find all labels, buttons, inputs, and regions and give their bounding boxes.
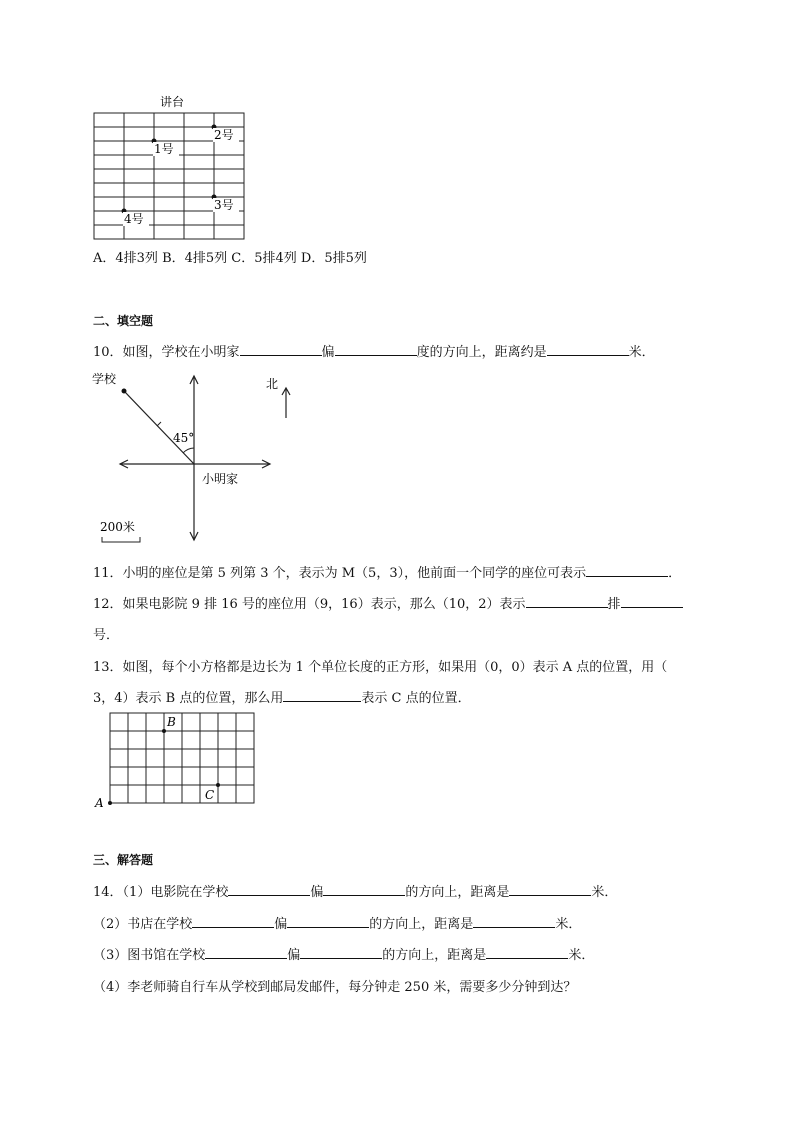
q12-text-b: 排 — [607, 597, 621, 612]
angle-arc — [183, 448, 194, 453]
q10-text-b: 偏 — [321, 345, 335, 360]
point-a — [108, 801, 112, 805]
q13-line1: 13．如图，每个小方格都是边长为 1 个单位长度的正方形，如果用（0，0）表示 A 点的位置，用（ — [93, 660, 668, 675]
q12-text-a: 12．如果电影院 9 排 16 号的座位用（9，16）表示，那么（10，2）表示 — [93, 597, 526, 612]
q14-p2-c: 的方向上，距离是 — [369, 917, 474, 932]
q10-text — [93, 341, 655, 360]
q11-blank[interactable] — [586, 564, 668, 577]
q10-blank-2[interactable] — [335, 343, 417, 356]
home-label: 小明家 — [202, 472, 239, 486]
q14-p1-b: 偏 — [310, 885, 324, 900]
scale-label: 200米 — [100, 520, 135, 534]
q14-p1-blank-1[interactable] — [228, 883, 310, 896]
school-label: 学校 — [92, 372, 117, 386]
q10-blank-3[interactable] — [547, 343, 629, 356]
point-b — [162, 729, 166, 733]
q13-text-b: 表示 C 点的位置． — [361, 691, 471, 706]
coordinate-grid-figure — [90, 708, 260, 810]
direction-figure — [90, 366, 295, 546]
q14-p1-c: 的方向上，距离是 — [405, 885, 510, 900]
q11-text-b: ． — [668, 566, 682, 581]
q14-part1 — [93, 881, 617, 900]
label-c: C — [205, 788, 215, 802]
q14-part4: （4）李老师骑自行车从学校到邮局发邮件，每分钟走 250 米，需要多少分钟到达？ — [93, 980, 577, 995]
podium-label: 讲台 — [160, 95, 185, 109]
q14-part3 — [93, 944, 594, 963]
section2-heading: 二、填空题 — [93, 314, 154, 328]
q12-text-c: 号． — [93, 628, 120, 643]
q14-p1-blank-2[interactable] — [323, 883, 405, 896]
q10-blank-1[interactable] — [240, 343, 322, 356]
seat-2-label: 2号 — [214, 128, 234, 142]
q10-text-d: 米． — [628, 345, 655, 360]
q13-text-a: 3，4）表示 B 点的位置，那么用 — [93, 691, 284, 706]
q13-line2 — [93, 687, 471, 706]
scale-bar — [102, 537, 140, 542]
section3-heading: 三、解答题 — [93, 853, 154, 867]
q14-p2-blank-1[interactable] — [192, 915, 274, 928]
q14-p2-blank-2[interactable] — [287, 915, 369, 928]
q14-p3-c: 的方向上，距离是 — [382, 948, 487, 963]
q14-p1-blank-3[interactable] — [509, 883, 591, 896]
q14-p3-b: 偏 — [287, 948, 301, 963]
q14-p2-blank-3[interactable] — [473, 915, 555, 928]
label-a: A — [95, 796, 104, 810]
q12-text — [93, 593, 683, 612]
q10-text-c: 度的方向上，距离约是 — [416, 345, 547, 360]
q14-p1-d: 米． — [591, 885, 618, 900]
label-b: B — [167, 715, 176, 729]
q14-p3-blank-3[interactable] — [486, 946, 568, 959]
q13-blank[interactable] — [283, 689, 361, 702]
north-label: 北 — [266, 377, 279, 391]
seating-chart-figure — [90, 90, 250, 242]
q12-blank-1[interactable] — [526, 595, 608, 608]
q14-part2 — [93, 913, 581, 932]
school-point — [122, 389, 127, 394]
seat-1-label: 1号 — [154, 142, 174, 156]
q14-p3-a: （3）图书馆在学校 — [93, 948, 206, 963]
q14-p2-d: 米． — [555, 917, 582, 932]
q9-options: A．4排3列 B．4排5列 C．5排4列 D．5排5列 — [93, 251, 367, 266]
angle-label: 45° — [173, 431, 195, 445]
q14-p2-b: 偏 — [274, 917, 288, 932]
q10-text-a: 10．如图，学校在小明家 — [93, 345, 240, 360]
q14-p2-a: （2）书店在学校 — [93, 917, 193, 932]
q14-p1-a: 14．（1）电影院在学校 — [93, 885, 229, 900]
seat-3-label: 3号 — [214, 198, 234, 212]
q14-p3-blank-1[interactable] — [205, 946, 287, 959]
q11-text — [93, 562, 681, 581]
point-c — [216, 783, 220, 787]
q11-text-a: 11．小明的座位是第 5 列第 3 个，表示为 M（5，3），他前面一个同学的座位可表示 — [93, 566, 587, 581]
seat-4-label: 4号 — [124, 212, 144, 226]
q14-p3-blank-2[interactable] — [300, 946, 382, 959]
north-arrow-icon — [282, 388, 290, 418]
q12-blank-2[interactable] — [621, 595, 683, 608]
q14-p3-d: 米． — [568, 948, 595, 963]
